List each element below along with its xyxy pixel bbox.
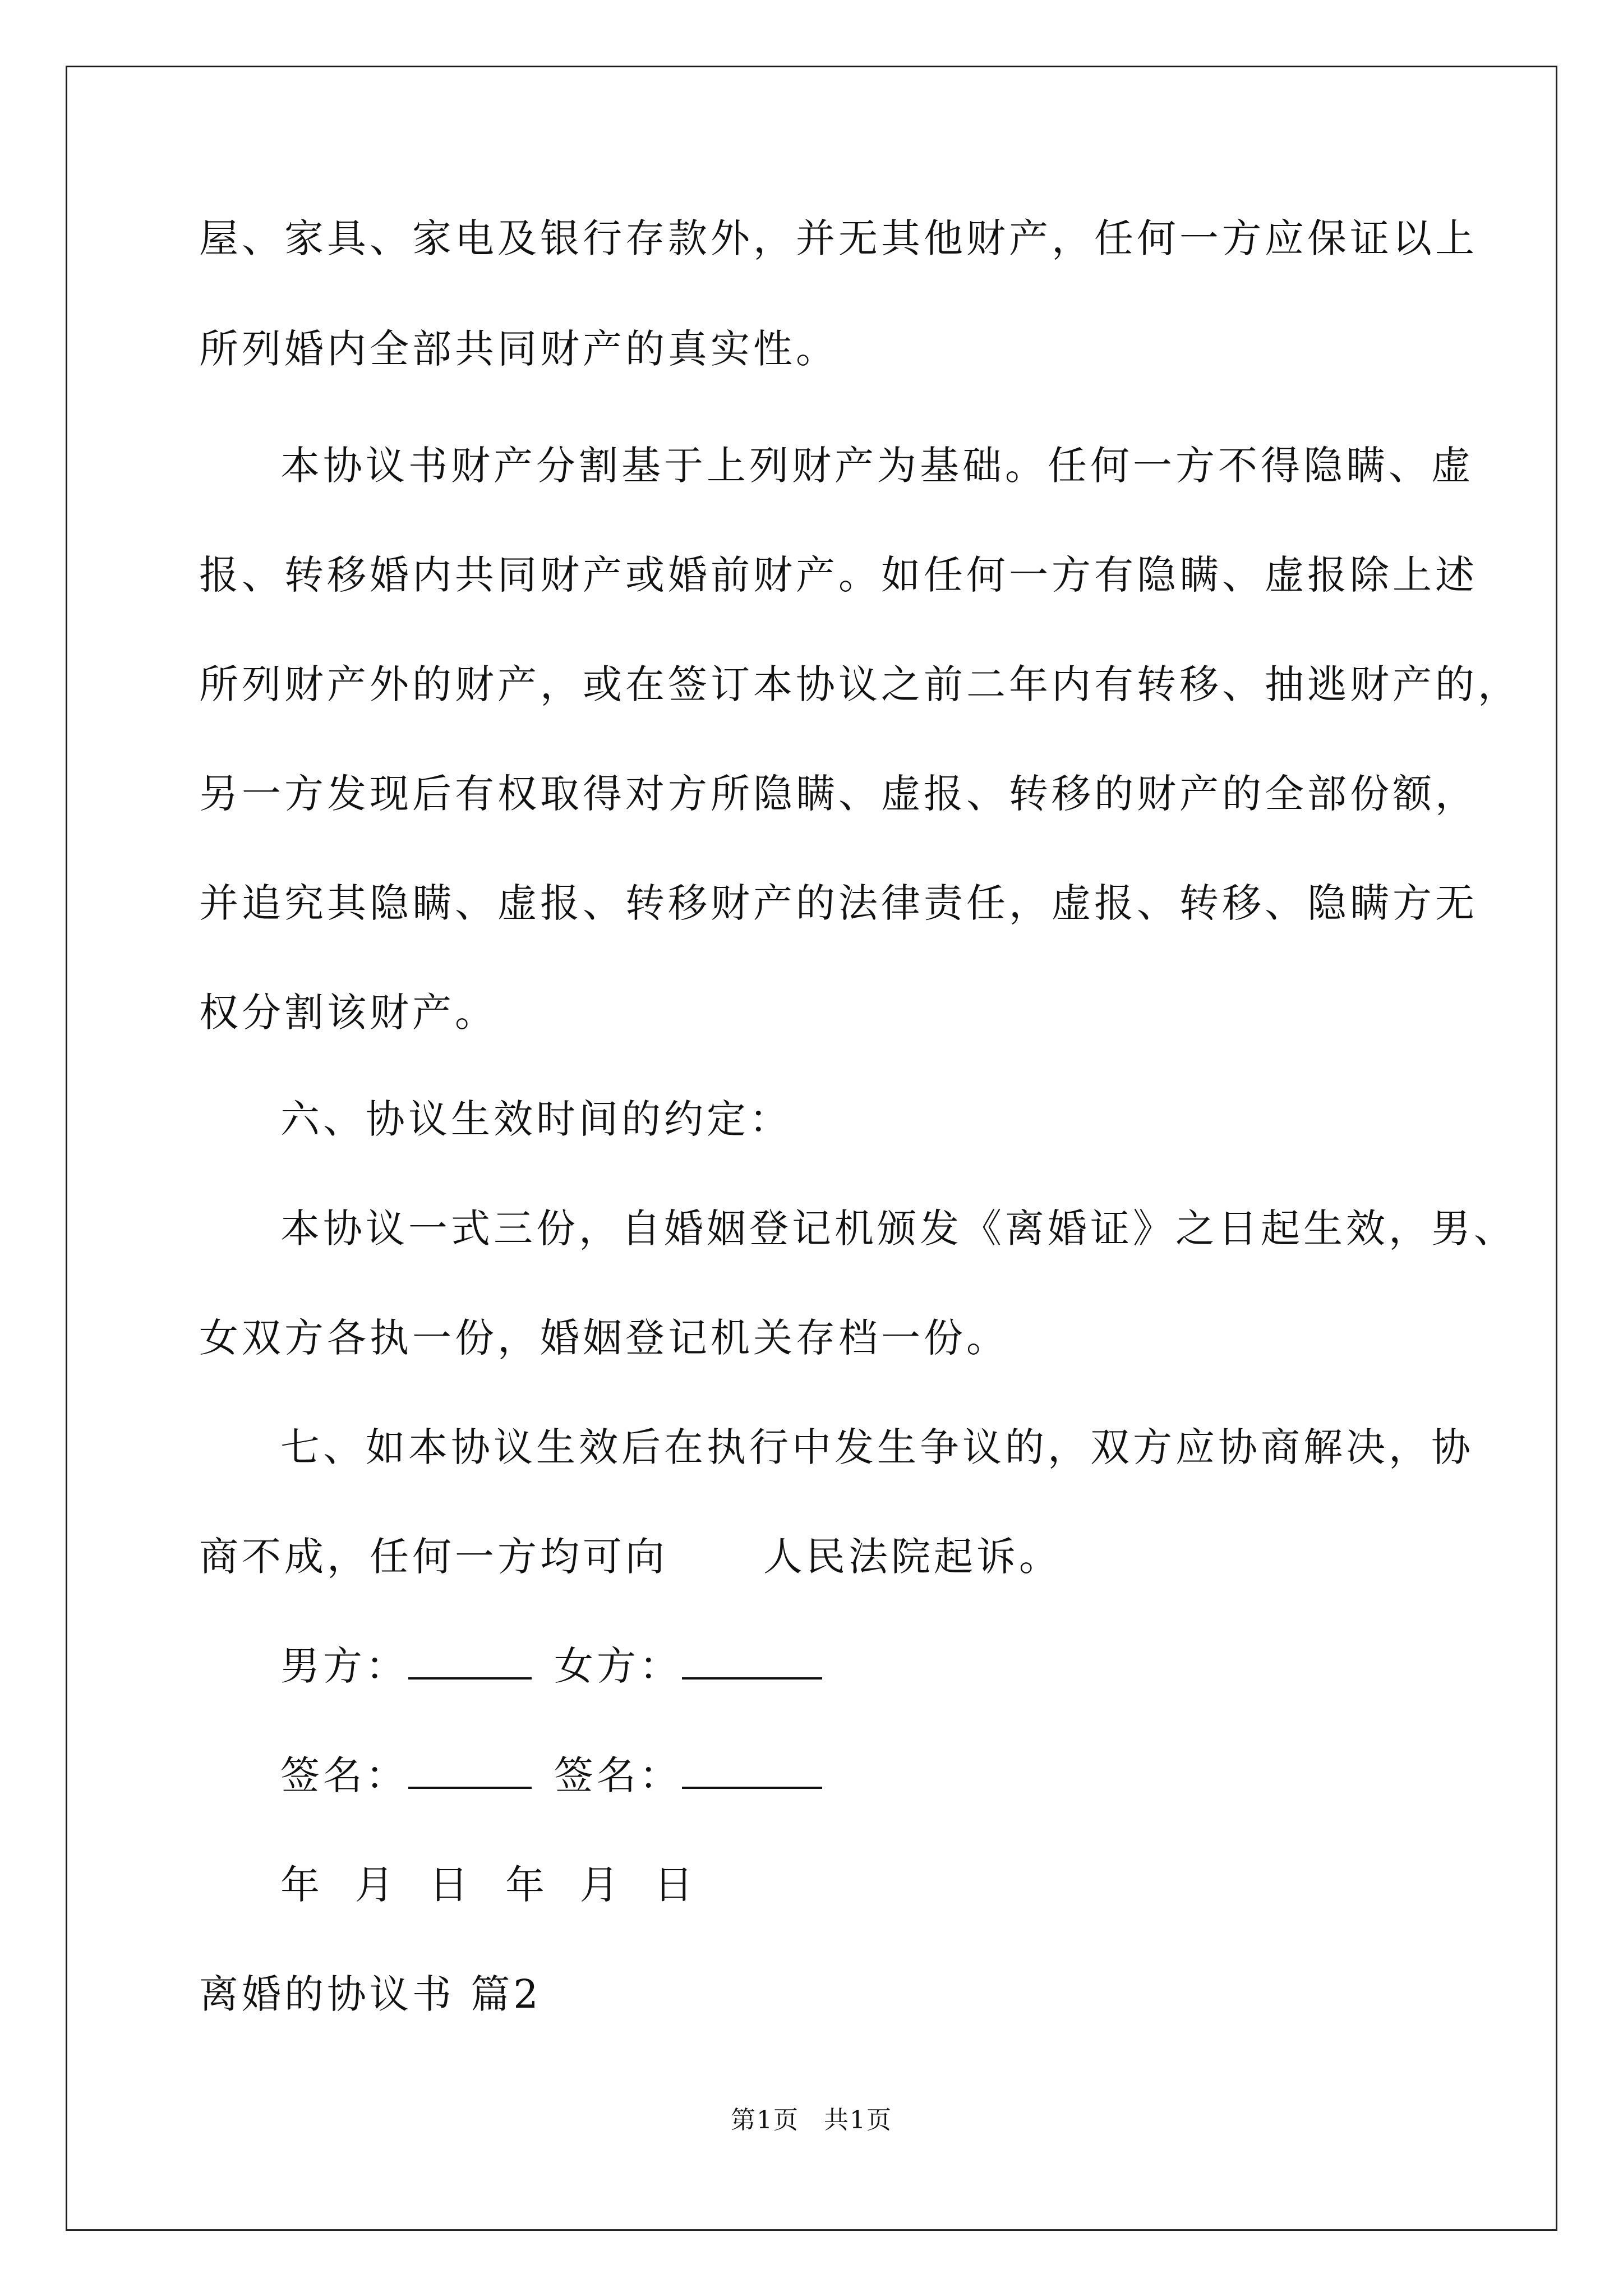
text-line-1: 屋、家具、家电及银行存款外，并无其他财产，任何一方应保证以上 (199, 215, 1478, 261)
page-total: 共1页 (824, 2106, 892, 2134)
page-number: 第1页 (731, 2106, 799, 2134)
text-line-13 (199, 1529, 1062, 1585)
female-party-label: 女方： (554, 1643, 682, 1689)
male-date: 年 月 日 (280, 1862, 472, 1908)
text-line-12: 七、如本协议生效后在执行中发生争议的，双方应协商解决，协 (280, 1424, 1474, 1470)
text-line-2: 所列婚内全部共同财产的真实性。 (199, 326, 838, 372)
signature-party-row (280, 1638, 822, 1694)
section-heading-6: 六、协议生效时间的约定： (280, 1096, 792, 1142)
female-date: 年 月 日 (505, 1862, 697, 1908)
male-party-blank (408, 1644, 532, 1680)
page-footer (0, 2104, 1623, 2137)
text-line-5: 所列财产外的财产，或在签订本协议之前二年内有转移、抽逃财产的， (199, 661, 1520, 707)
text-line-11: 女双方各执一份，婚姻登记机关存档一份。 (199, 1315, 1009, 1361)
text-line-7: 并追究其隐瞒、虚报、转移财产的法律责任，虚报、转移、隐瞒方无 (199, 880, 1478, 926)
text-line-6: 另一方发现后有权取得对方所隐瞒、虚报、转移的财产的全部份额， (199, 771, 1478, 817)
next-section-title: 离婚的协议书 篇2 (199, 1971, 542, 2017)
text-line-10: 本协议一式三份，自婚姻登记机颁发《离婚证》之日起生效，男、 (280, 1205, 1516, 1251)
text-line-13-part-2: 人民法院起诉。 (763, 1534, 1062, 1580)
text-line-4: 报、转移婚内共同财产或婚前财产。如任何一方有隐瞒、虚报除上述 (199, 552, 1478, 598)
text-line-3: 本协议书财产分割基于上列财产为基础。任何一方不得隐瞒、虚 (280, 443, 1474, 489)
signature-name-row (280, 1747, 822, 1803)
male-sign-blank (408, 1753, 532, 1789)
signature-date-row (280, 1857, 697, 1913)
female-sign-label: 签名： (554, 1752, 682, 1798)
male-sign-label: 签名： (280, 1752, 408, 1798)
female-sign-blank (682, 1753, 822, 1789)
female-party-blank (682, 1644, 822, 1680)
text-line-8: 权分割该财产。 (199, 990, 497, 1036)
text-line-13-part-1: 商不成，任何一方均可向 (199, 1534, 668, 1580)
male-party-label: 男方： (280, 1643, 408, 1689)
